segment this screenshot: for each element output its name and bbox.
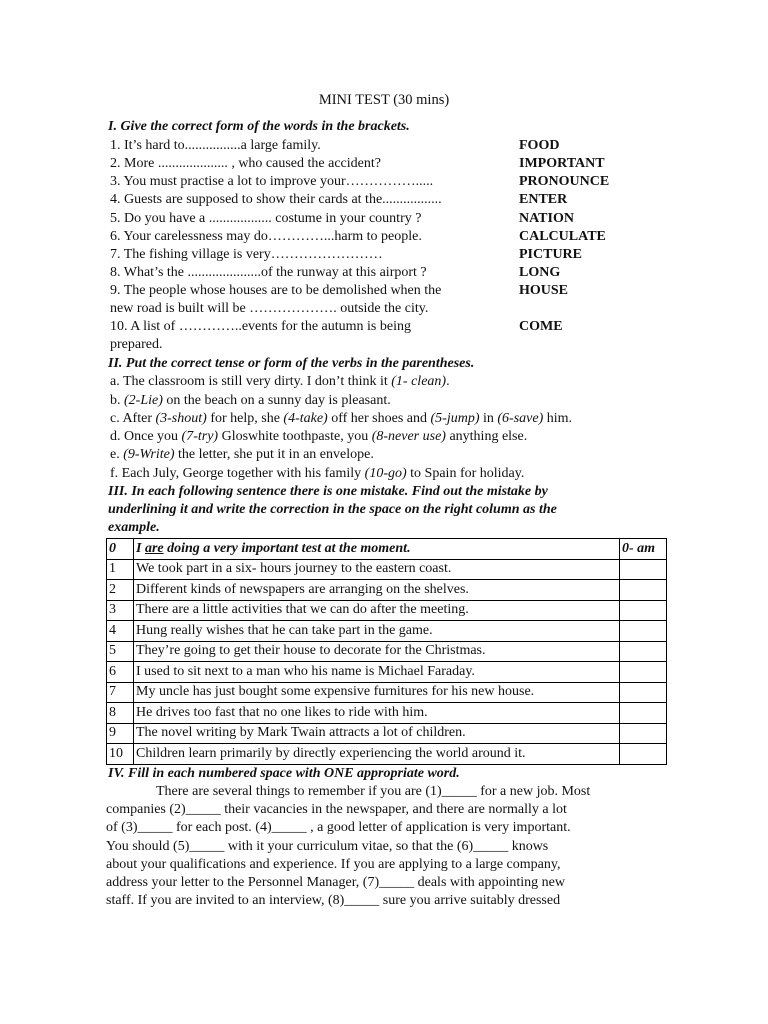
s1-word-3: PRONOUNCE [519, 174, 610, 189]
sentence: They’re going to get their house to decorate for the Christmas. [134, 641, 620, 662]
table-row: 1 We took part in a six- hours journey to the eastern coast. [107, 559, 667, 580]
s2-item-c: c. After (3-shout) for help, she (4-take) off her shoes and (5-jump) in (6-save) him. [110, 411, 573, 426]
s4-line-3: of (3)_____ for each post. (4)_____ , a good letter of application is very important. [106, 820, 571, 835]
s1-item-8: 8. What’s the .....................of the runway at this airport ? [110, 265, 427, 280]
page-title: MINI TEST (30 mins) [318, 92, 450, 108]
row-number: 0 [107, 539, 134, 560]
s4-line-6: address your letter to the Personnel Manager, (7)_____ deals with appointing new [106, 875, 565, 890]
answer-cell[interactable] [620, 641, 667, 662]
s1-word-8: LONG [519, 265, 561, 280]
s1-item-9-cont: new road is built will be ………………. outside the city. [110, 301, 429, 316]
table-row: 8 He drives too fast that no one likes to ride with him. [107, 703, 667, 724]
table-row: 10 Children learn primarily by directly experiencing the world around it. [107, 744, 667, 765]
s2-item-e: e. (9-Write) the letter, she put it in an envelope. [110, 447, 374, 462]
answer-cell[interactable] [620, 703, 667, 724]
sentence: The novel writing by Mark Twain attracts a lot of children. [134, 723, 620, 744]
answer-cell[interactable] [620, 662, 667, 683]
s1-word-9: HOUSE [519, 283, 569, 298]
s1-item-7: 7. The fishing village is very…………………… [110, 247, 383, 262]
s1-word-7: PICTURE [519, 247, 583, 262]
answer-cell[interactable] [620, 744, 667, 765]
s1-item-6: 6. Your carelessness may do…………...harm to people. [110, 229, 422, 244]
s1-item-5: 5. Do you have a .................. costume in your country ? [110, 211, 422, 226]
sentence: There are a little activities that we can do after the meeting. [134, 600, 620, 621]
sentence: We took part in a six- hours journey to the eastern coast. [134, 559, 620, 580]
mistake-table [106, 538, 667, 765]
table-row: 6 I used to sit next to a man who his name is Michael Faraday. [107, 662, 667, 683]
s1-word-10: COME [519, 319, 563, 334]
s2-item-d: d. Once you (7-try) Gloswhite toothpaste, you (8-never use) anything else. [110, 429, 528, 444]
s1-item-10-cont: prepared. [110, 337, 163, 352]
s4-line-4: You should (5)_____ with it your curriculum vitae, so that the (6)_____ knows [106, 839, 549, 854]
s1-word-2: IMPORTANT [519, 156, 605, 171]
table-row: 9 The novel writing by Mark Twain attracts a lot of children. [107, 723, 667, 744]
table-row: 4 Hung really wishes that he can take part in the game. [107, 621, 667, 642]
table-row: 2 Different kinds of newspapers are arranging on the shelves. [107, 580, 667, 601]
section3-heading-1: III. In each following sentence there is one mistake. Find out the mistake by [108, 484, 548, 499]
table-row-example [107, 539, 667, 560]
s1-item-10: 10. A list of …………..events for the autumn is being [110, 319, 411, 334]
s1-item-2: 2. More .................... , who caused the accident? [110, 156, 381, 171]
table-row: 5 They’re going to get their house to decorate for the Christmas. [107, 641, 667, 662]
section3-heading-2: underlining it and write the correction in the space on the right column as the [108, 502, 557, 517]
s4-line-2: companies (2)_____ their vacancies in the newspaper, and there are normally a lot [106, 802, 567, 817]
answer-cell[interactable] [620, 723, 667, 744]
s1-item-4: 4. Guests are supposed to show their cards at the................. [110, 192, 442, 207]
sentence: Different kinds of newspapers are arranging on the shelves. [134, 580, 620, 601]
sentence: He drives too fast that no one likes to ride with him. [134, 703, 620, 724]
s1-word-1: FOOD [519, 138, 560, 153]
s1-word-5: NATION [519, 211, 574, 226]
s2-item-a: a. The classroom is still very dirty. I don’t think it (1- clean). [110, 374, 450, 389]
s1-word-4: ENTER [519, 192, 568, 207]
sentence: Children learn primarily by directly experiencing the world around it. [134, 744, 620, 765]
s1-word-6: CALCULATE [519, 229, 606, 244]
s4-line-5: about your qualifications and experience. If you are applying to a large company, [106, 857, 561, 872]
s1-item-9: 9. The people whose houses are to be demolished when the [110, 283, 442, 298]
section1-heading: I. Give the correct form of the words in the brackets. [108, 119, 410, 134]
example-answer: 0- am [620, 539, 667, 560]
example-mistake: are [144, 540, 164, 556]
example-sentence: I are doing a very important test at the moment. [134, 539, 620, 560]
sentence: I used to sit next to a man who his name is Michael Faraday. [134, 662, 620, 683]
answer-cell[interactable] [620, 621, 667, 642]
sentence: Hung really wishes that he can take part in the game. [134, 621, 620, 642]
table-row: 7 My uncle has just bought some expensive furnitures for his new house. [107, 682, 667, 703]
answer-cell[interactable] [620, 559, 667, 580]
s4-line-1: There are several things to remember if you are (1)_____ for a new job. Most [156, 784, 591, 799]
answer-cell[interactable] [620, 600, 667, 621]
s4-line-7: staff. If you are invited to an interview, (8)_____ sure you arrive suitably dressed [106, 893, 561, 908]
table-row: 3 There are a little activities that we can do after the meeting. [107, 600, 667, 621]
answer-cell[interactable] [620, 682, 667, 703]
section2-heading: II. Put the correct tense or form of the verbs in the parentheses. [108, 356, 475, 371]
section3-heading-3: example. [108, 520, 160, 535]
answer-cell[interactable] [620, 580, 667, 601]
s1-item-3: 3. You must practise a lot to improve your……………..... [110, 174, 434, 189]
section4-heading: IV. Fill in each numbered space with ONE appropriate word. [108, 766, 460, 781]
s2-item-f: f. Each July, George together with his family (10-go) to Spain for holiday. [110, 466, 525, 481]
s2-item-b: b. (2-Lie) on the beach on a sunny day is pleasant. [110, 393, 391, 408]
sentence: My uncle has just bought some expensive furnitures for his new house. [134, 682, 620, 703]
s1-item-1: 1. It’s hard to................a large family. [110, 138, 321, 153]
